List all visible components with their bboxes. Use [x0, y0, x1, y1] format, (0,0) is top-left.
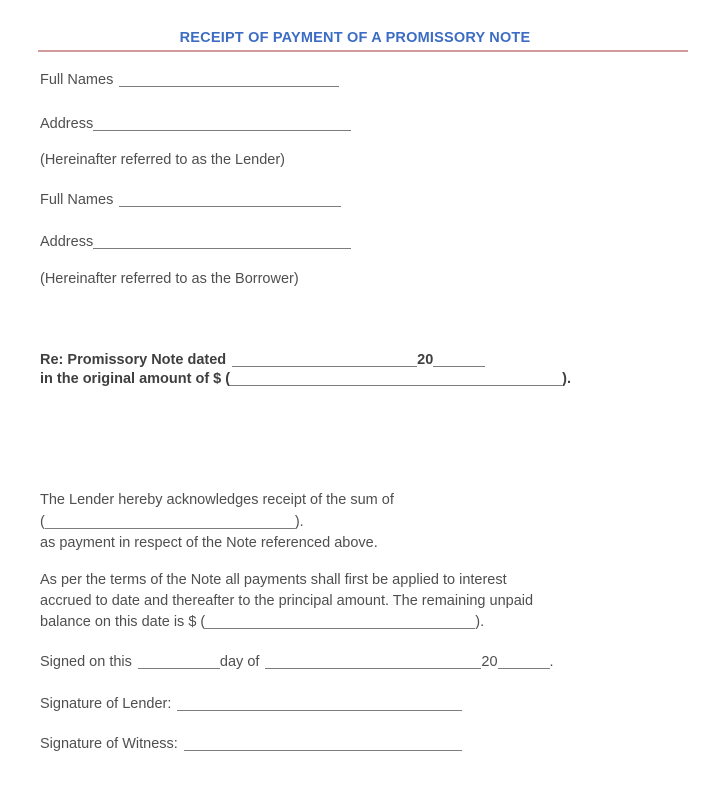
- re-promissory-note-label: Re: Promissory Note dated: [40, 352, 227, 368]
- signed-year-prefix: 20: [481, 654, 498, 670]
- signature-lender-blank[interactable]: [177, 698, 462, 711]
- re-original-amount-suffix: ).: [562, 371, 571, 387]
- borrower-address-blank[interactable]: [93, 236, 351, 249]
- signature-witness-row: [40, 734, 462, 754]
- acknowledgement-sum-row: [40, 512, 304, 532]
- day-of-label: day of: [219, 654, 260, 670]
- terms-balance-row: [40, 612, 484, 632]
- signed-on-row: [40, 652, 554, 672]
- terms-line-1: As per the terms of the Note all payments shall first be applied to interest: [40, 572, 507, 588]
- signature-lender-label: Signature of Lender:: [40, 696, 172, 712]
- signed-year-blank[interactable]: [498, 656, 550, 669]
- borrower-address-row: [40, 232, 351, 252]
- page-title: RECEIPT OF PAYMENT OF A PROMISSORY NOTE: [179, 30, 531, 46]
- signed-month-blank[interactable]: [265, 656, 481, 669]
- borrower-hereinafter-note: (Hereinafter referred to as the Borrower): [40, 271, 299, 287]
- acknowledgement-line-1: The Lender hereby acknowledges receipt of the sum of: [40, 492, 394, 508]
- terms-balance-label: balance on this date is $ (: [40, 614, 206, 630]
- terms-line-2: accrued to date and thereafter to the principal amount. The remaining unpaid: [40, 593, 534, 609]
- lender-address-blank[interactable]: [93, 118, 351, 131]
- terms-balance-suffix: ).: [475, 614, 485, 630]
- re-original-amount-label: in the original amount of $ (: [40, 371, 231, 387]
- terms-balance-blank[interactable]: [205, 616, 475, 629]
- re-year-blank[interactable]: [433, 354, 485, 367]
- re-year-prefix: 20: [417, 352, 434, 368]
- lender-full-names-row: [40, 70, 339, 90]
- acknowledgement-open-paren: (: [40, 514, 45, 530]
- signed-on-label: Signed on this: [40, 654, 132, 670]
- title-divider: [38, 50, 688, 52]
- re-original-amount-row: [40, 369, 571, 389]
- lender-full-names-blank[interactable]: [119, 74, 339, 87]
- borrower-full-names-label: Full Names: [40, 192, 114, 208]
- acknowledgement-sum-blank[interactable]: [45, 516, 295, 529]
- lender-address-row: [40, 114, 351, 134]
- borrower-address-label: Address: [40, 234, 94, 250]
- re-date-blank[interactable]: [232, 354, 417, 367]
- lender-full-names-label: Full Names: [40, 72, 114, 88]
- acknowledgement-line-3: as payment in respect of the Note referenced above.: [40, 535, 378, 551]
- signed-period: .: [549, 654, 554, 670]
- borrower-full-names-row: [40, 190, 341, 210]
- re-original-amount-blank[interactable]: [230, 373, 562, 386]
- signature-witness-label: Signature of Witness:: [40, 736, 178, 752]
- signature-lender-row: [40, 694, 462, 714]
- signature-witness-blank[interactable]: [184, 738, 462, 751]
- lender-hereinafter-note: (Hereinafter referred to as the Lender): [40, 152, 286, 168]
- lender-address-label: Address: [40, 116, 94, 132]
- signed-day-blank[interactable]: [138, 656, 220, 669]
- acknowledgement-close-paren: ).: [294, 514, 304, 530]
- re-promissory-note-row: [40, 350, 485, 370]
- borrower-full-names-blank[interactable]: [119, 194, 341, 207]
